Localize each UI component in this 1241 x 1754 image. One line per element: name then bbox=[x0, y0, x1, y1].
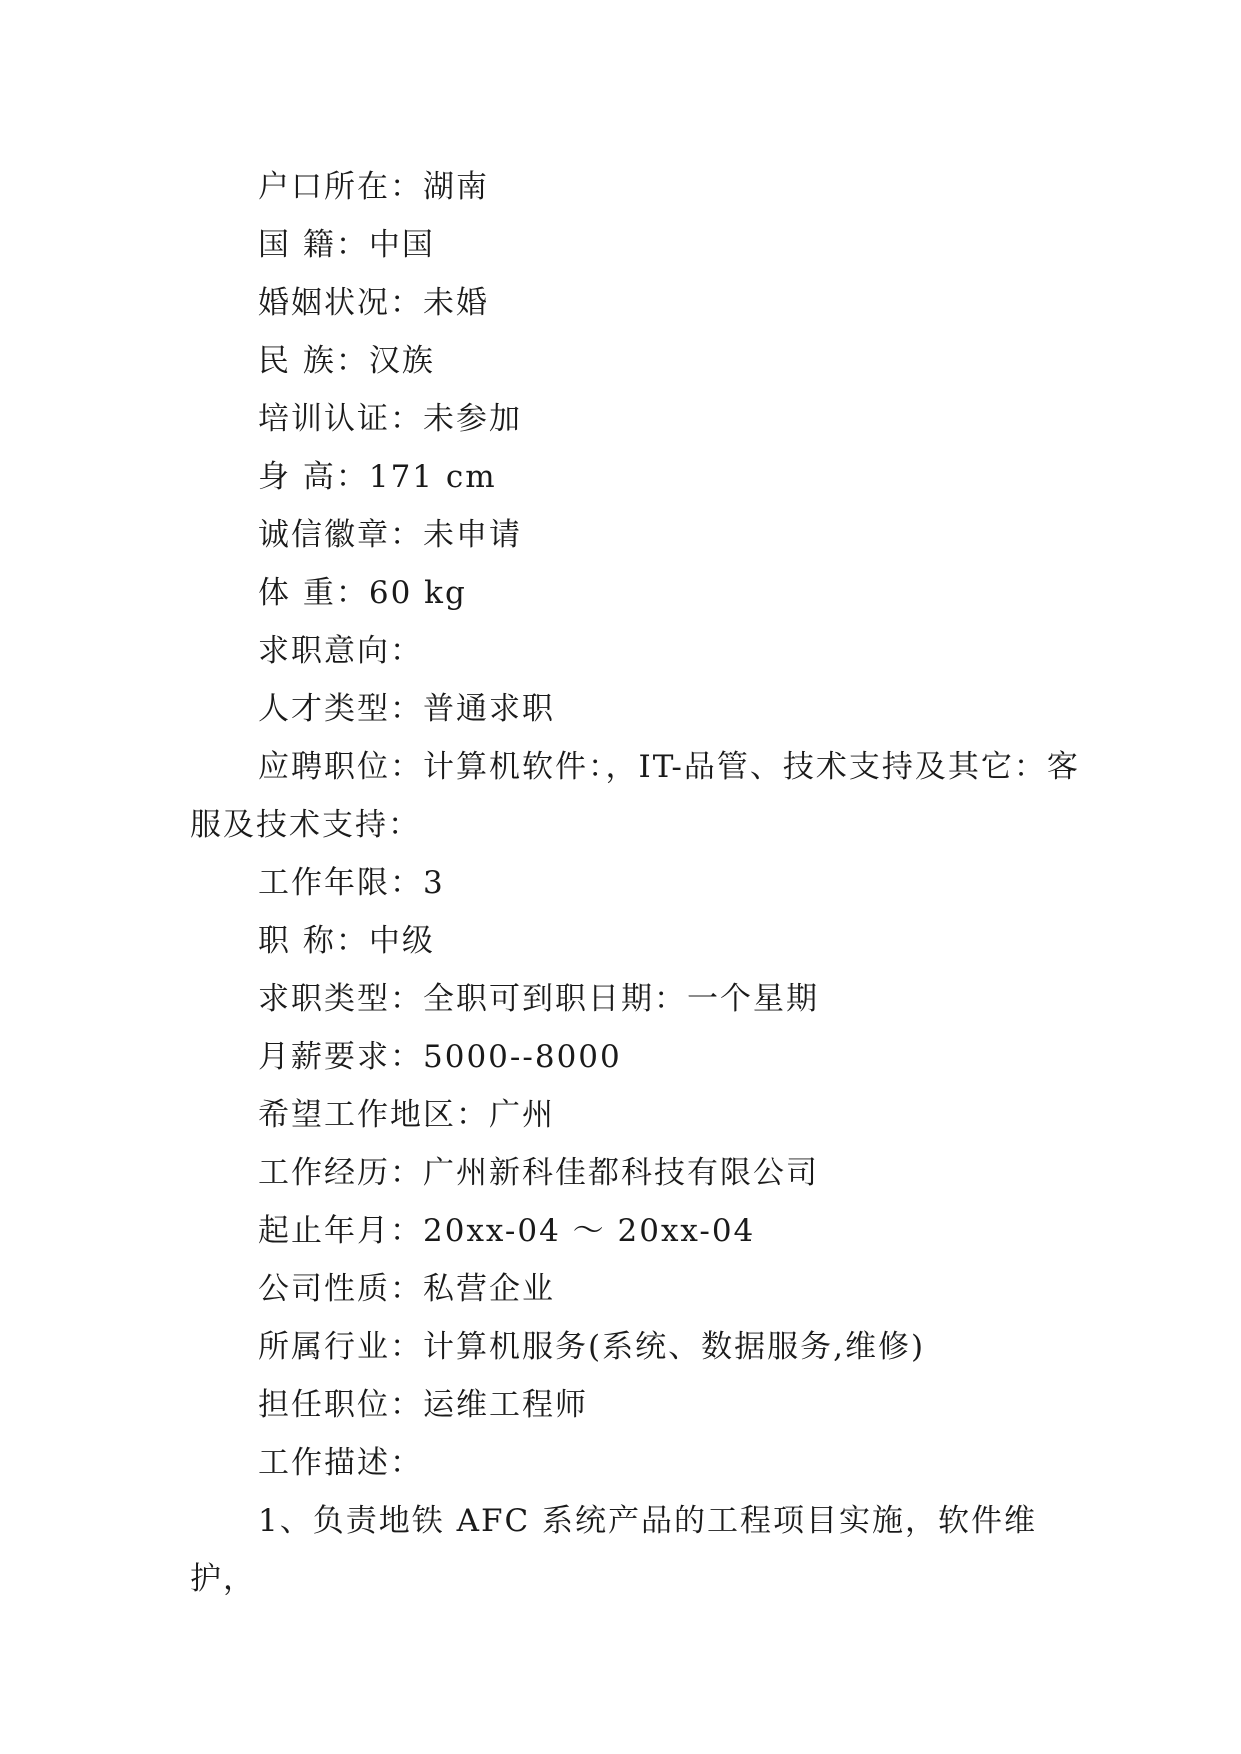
field-period: 起止年月：20xx-04 ～ 20xx-04 bbox=[258, 1213, 756, 1249]
field-talent-type: 人才类型：普通求职 bbox=[258, 691, 555, 727]
field-desired-location: 希望工作地区：广州 bbox=[258, 1097, 555, 1133]
section-job-description: 工作描述： bbox=[258, 1445, 423, 1481]
field-industry: 所属行业：计算机服务(系统、数据服务,维修) bbox=[258, 1329, 926, 1365]
field-weight: 体 重：60 kg bbox=[258, 575, 467, 611]
field-ethnicity: 民 族：汉族 bbox=[258, 343, 435, 379]
document-body bbox=[190, 158, 1090, 1608]
field-applied-position: 应聘职位：计算机软件：，IT-品管、技术支持及其它：客服及技术支持： bbox=[190, 749, 1080, 843]
field-training-certification: 培训认证：未参加 bbox=[258, 401, 522, 437]
field-years-of-work: 工作年限：3 bbox=[258, 865, 445, 901]
field-hukou: 户口所在：湖南 bbox=[258, 169, 489, 205]
field-nationality: 国 籍：中国 bbox=[258, 227, 435, 263]
field-work-experience: 工作经历：广州新科佳都科技有限公司 bbox=[258, 1155, 819, 1191]
field-company-type: 公司性质：私营企业 bbox=[258, 1271, 555, 1307]
section-job-intention: 求职意向： bbox=[258, 633, 423, 669]
field-title: 职 称：中级 bbox=[258, 923, 435, 959]
field-job-type: 求职类型：全职可到职日期：一个星期 bbox=[258, 981, 819, 1017]
field-position-held: 担任职位：运维工程师 bbox=[258, 1387, 588, 1423]
field-salary: 月薪要求：5000--8000 bbox=[258, 1039, 622, 1075]
field-height: 身 高：171 cm bbox=[258, 459, 497, 495]
field-integrity-badge: 诚信徽章：未申请 bbox=[258, 517, 522, 553]
job-description-item: 1、负责地铁 AFC 系统产品的工程项目实施，软件维护， bbox=[190, 1503, 1038, 1597]
field-marital-status: 婚姻状况：未婚 bbox=[258, 285, 489, 321]
